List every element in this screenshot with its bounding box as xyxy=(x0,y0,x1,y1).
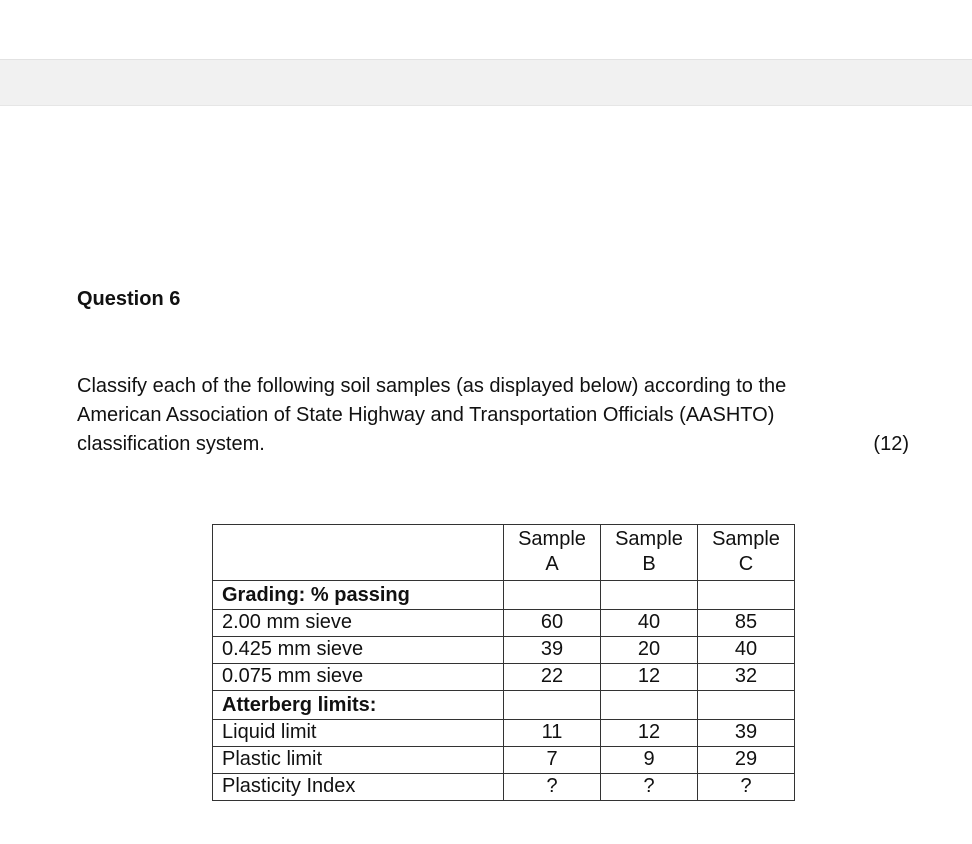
header-sample-b xyxy=(601,525,698,581)
row-label: 0.075 mm sieve xyxy=(213,664,504,691)
table-cell xyxy=(601,581,698,610)
question-line-3: classification system. xyxy=(77,433,265,455)
header-sample-a xyxy=(504,525,601,581)
table-cell: 40 xyxy=(601,610,698,637)
table-cell: ? xyxy=(698,774,795,801)
header-sample-c-line1: Sample xyxy=(712,528,780,550)
header-sample-c xyxy=(698,525,795,581)
row-label: Liquid limit xyxy=(213,720,504,747)
top-gray-band xyxy=(0,59,972,106)
table-row xyxy=(213,720,795,747)
table-row xyxy=(213,664,795,691)
row-label: Plasticity Index xyxy=(213,774,504,801)
table-cell: 11 xyxy=(504,720,601,747)
table-header-row xyxy=(213,525,795,581)
table-cell: 39 xyxy=(698,720,795,747)
question-line-2: American Association of State Highway and Transportation Officials (AASHTO) xyxy=(77,404,775,426)
question-line-1: Classify each of the following soil samples (as displayed below) according to the xyxy=(77,375,787,397)
table-cell: 9 xyxy=(601,747,698,774)
table-cell: 7 xyxy=(504,747,601,774)
table-cell: 20 xyxy=(601,637,698,664)
table-cell: ? xyxy=(601,774,698,801)
table-cell: 12 xyxy=(601,720,698,747)
question-text xyxy=(77,372,909,459)
table-cell xyxy=(601,691,698,720)
grading-section-row xyxy=(213,581,795,610)
atterberg-section-row xyxy=(213,691,795,720)
table-row xyxy=(213,637,795,664)
header-empty-cell xyxy=(213,525,504,581)
table-cell: 85 xyxy=(698,610,795,637)
row-label: Plastic limit xyxy=(213,747,504,774)
row-label: 0.425 mm sieve xyxy=(213,637,504,664)
header-sample-a-line2: A xyxy=(545,553,559,575)
header-sample-b-line1: Sample xyxy=(615,528,683,550)
table-cell xyxy=(698,581,795,610)
table-row xyxy=(213,610,795,637)
table-cell: 22 xyxy=(504,664,601,691)
grading-section-label: Grading: % passing xyxy=(213,581,504,610)
table-cell xyxy=(504,691,601,720)
table-row xyxy=(213,774,795,801)
soil-samples-table xyxy=(212,524,795,801)
row-label: 2.00 mm sieve xyxy=(213,610,504,637)
table-cell xyxy=(504,581,601,610)
table-cell: 29 xyxy=(698,747,795,774)
header-sample-a-line1: Sample xyxy=(518,528,586,550)
table-row xyxy=(213,747,795,774)
question-title: Question 6 xyxy=(77,288,181,310)
table-cell: ? xyxy=(504,774,601,801)
table-cell: 39 xyxy=(504,637,601,664)
table-cell: 12 xyxy=(601,664,698,691)
header-sample-b-line2: B xyxy=(642,553,656,575)
header-sample-c-line2: C xyxy=(738,553,754,575)
table-cell: 32 xyxy=(698,664,795,691)
table-cell: 60 xyxy=(504,610,601,637)
question-marks: (12) xyxy=(873,433,909,455)
table-cell xyxy=(698,691,795,720)
atterberg-section-label: Atterberg limits: xyxy=(213,691,504,720)
table-cell: 40 xyxy=(698,637,795,664)
